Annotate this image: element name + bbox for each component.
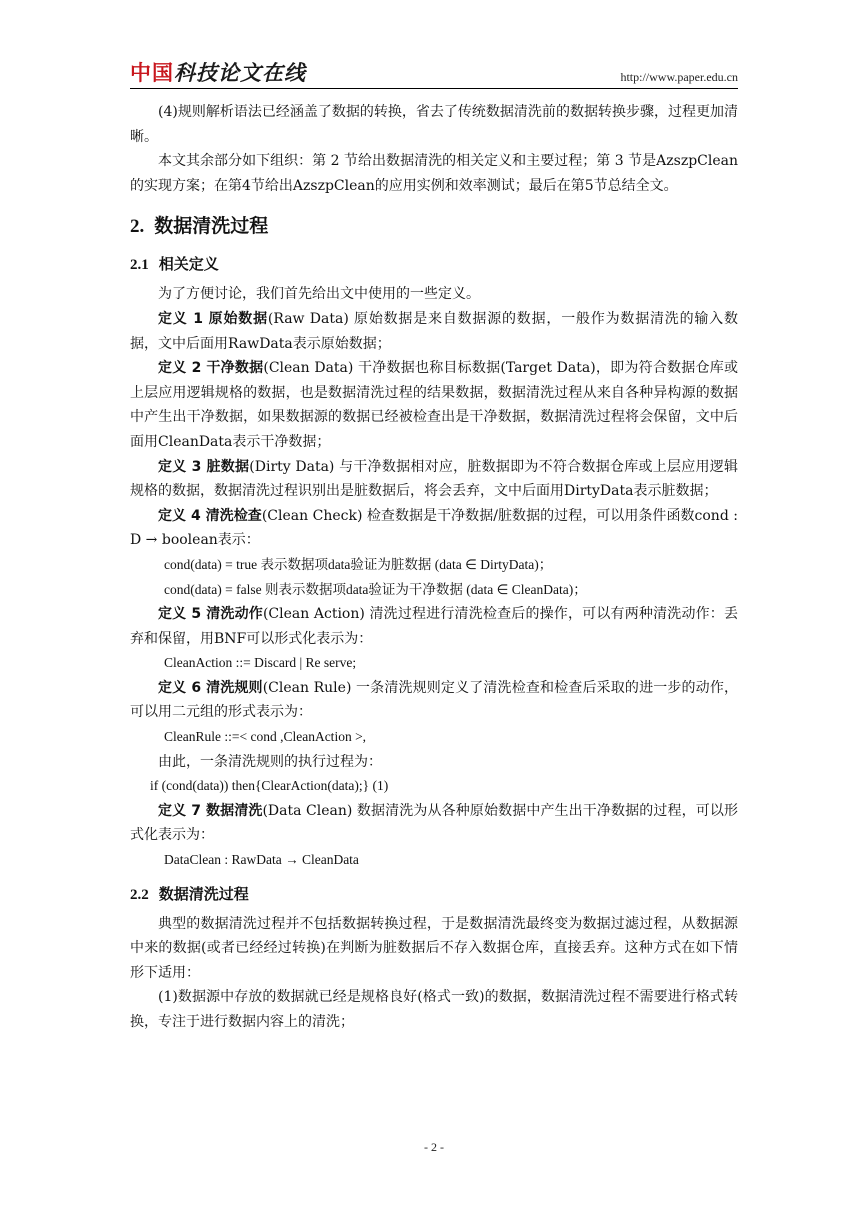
- formula-clean-rule: CleanRule ::=< cond ,CleanAction >,: [164, 729, 367, 745]
- definition-7-label: 定义 7 数据清洗: [158, 802, 263, 819]
- definition-4-label: 定义 4 清洗检查: [158, 507, 262, 524]
- paragraph-organization: 本文其余部分如下组织：第 2 节给出数据清洗的相关定义和主要过程；第 3 节是AzszpClean的实现方案；在第4节给出AzszpClean的应用实例和效率测试；最后在第5节总结全文。: [130, 153, 738, 194]
- paragraph-case-1: (1)数据源中存放的数据就已经是规格良好(格式一致)的数据，数据清洗过程不需要进行格式转换，专注于进行数据内容上的清洗；: [130, 989, 738, 1030]
- section-2-number: 2.: [130, 216, 145, 238]
- formula-cond-true: cond(data) = true 表示数据项data验证为脏数据 (data ∈ DirtyData)；: [164, 556, 553, 572]
- paragraph-rule-execution: 由此，一条清洗规则的执行过程为：: [158, 753, 382, 770]
- paragraph-intro-definitions: 为了方便讨论，我们首先给出文中使用的一些定义。: [158, 286, 480, 303]
- definition-6: [130, 676, 738, 725]
- site-logo: [130, 58, 306, 86]
- formula-rule-execution: if (cond(data)) then{ClearAction(data);} (1): [150, 778, 389, 794]
- logo-red-text: 中国: [130, 61, 174, 85]
- paragraph-advantage-4: (4)规则解析语法已经涵盖了数据的转换，省去了传统数据清洗前的数据转换步骤，过程更加清晰。: [130, 104, 738, 145]
- paper-body: [130, 100, 738, 1035]
- definition-3-text: (Dirty Data) 与干净数据相对应，脏数据即为不符合数据仓库或上层应用逻辑规格的数据，数据清洗过程识别出是脏数据后，将会丢弃，文中后面用DirtyData表示脏数据；: [130, 458, 738, 500]
- formula-clean-action: CleanAction ::= Discard | Re serve;: [164, 655, 357, 671]
- section-2-title: 数据清洗过程: [154, 215, 269, 238]
- definition-6-label: 定义 6 清洗规则: [158, 679, 263, 696]
- definition-2-text: (Clean Data) 干净数据也称目标数据(Target Data)，即为符合数据仓库或上层应用逻辑规格的数据，也是数据清洗过程的结果数据，数据清洗过程从来自各种异构源的数据中产生出干净数据，如果数据源的数据已经被检查出是干净数据，数据清洗过程将会保留，文中后面用CleanData表示干净数据；: [130, 360, 738, 450]
- definition-3: [130, 455, 738, 504]
- formula-cond-false: cond(data) = false 则表示数据项data验证为干净数据 (data ∈ CleanData)；: [164, 581, 587, 597]
- site-url: http://www.paper.edu.cn: [620, 70, 738, 84]
- definition-1-label: 定义 1 原始数据: [158, 310, 268, 327]
- section-2-heading: [130, 212, 738, 241]
- definition-1: [130, 307, 738, 356]
- section-2-2-number: 2.2: [130, 886, 149, 903]
- paragraph-typical-process: 典型的数据清洗过程并不包括数据转换过程，于是数据清洗最终变为数据过滤过程，从数据源中来的数据(或者已经经过转换)在判断为脏数据后不存入数据仓库，直接丢弃。这种方式在如下情形下适用：: [130, 915, 738, 981]
- definition-7-text: (Data Clean) 数据清洗为从各种原始数据中产生出干净数据的过程，可以形式化表示为：: [130, 802, 738, 844]
- definition-5-text: (Clean Action) 清洗过程进行清洗检查后的操作，可以有两种清洗动作：丢弃和保留，用BNF可以形式化表示为：: [130, 606, 738, 647]
- page-header: [130, 58, 738, 88]
- section-2-1-heading: [130, 251, 738, 278]
- section-2-1-number: 2.1: [130, 257, 149, 274]
- definition-4-text: (Clean Check) 检查数据是干净数据/脏数据的过程，可以用条件函数cond : D → boolean表示：: [130, 507, 738, 549]
- definition-5-label: 定义 5 清洗动作: [158, 606, 263, 623]
- definition-2: [130, 356, 738, 454]
- formula-data-clean: DataClean : RawData → CleanData: [164, 852, 359, 868]
- definition-1-text: (Raw Data) 原始数据是来自数据源的数据，一般作为数据清洗的输入数据，文中后面用RawData表示原始数据；: [130, 310, 738, 352]
- definition-3-label: 定义 3 脏数据: [158, 458, 250, 475]
- definition-5: [130, 602, 738, 651]
- definition-4: [130, 504, 738, 553]
- page-number: - 2 -: [424, 1140, 444, 1154]
- section-2-2-title: 数据清洗过程: [158, 884, 249, 903]
- definition-7: [130, 799, 738, 848]
- definition-2-label: 定义 2 干净数据: [158, 360, 264, 377]
- section-2-1-title: 相关定义: [158, 255, 219, 274]
- definition-6-text: (Clean Rule) 一条清洗规则定义了清洗检查和检查后采取的进一步的动作，可以用二元组的形式表示为：: [130, 679, 738, 721]
- section-2-2-heading: [130, 881, 738, 908]
- header-divider: [130, 88, 738, 89]
- logo-dark-text: 科技论文在线: [174, 61, 306, 85]
